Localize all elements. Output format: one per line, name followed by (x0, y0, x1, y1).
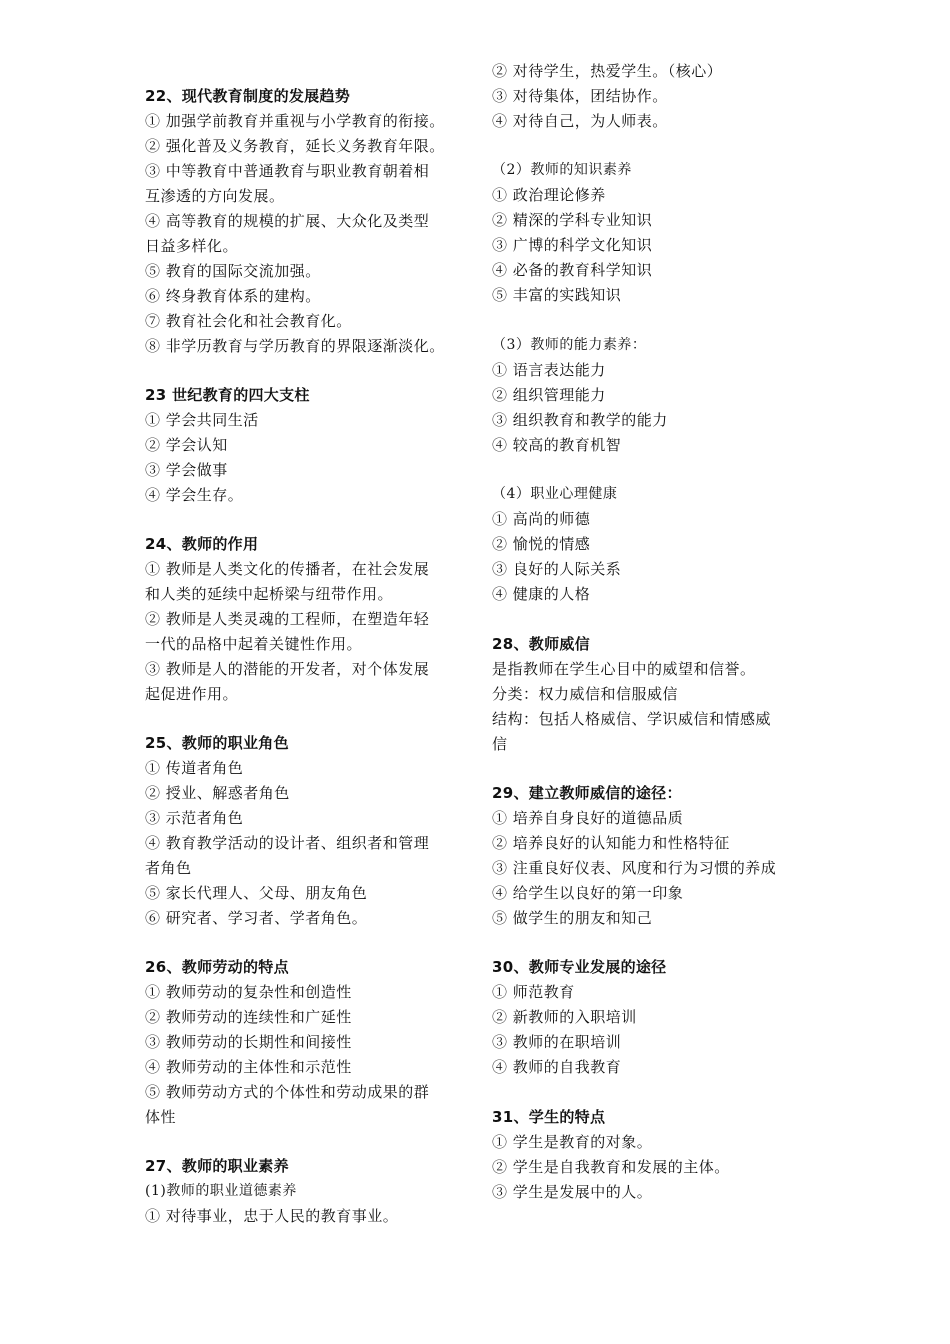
list-item: ③ 良好的人际关系 (492, 560, 622, 578)
list-item: ⑧ 非学历教育与学历教育的界限逐渐淡化。 (145, 337, 445, 355)
list-item: 一代的品格中起着关键性作用。 (145, 635, 363, 653)
list-item: ⑤ 教育的国际交流加强。 (145, 262, 321, 280)
section-28-heading: 28、教师威信 (492, 635, 590, 653)
section-31-heading: 31、学生的特点 (492, 1108, 606, 1126)
list-item: ④ 教育教学活动的设计者、组织者和管理 (145, 834, 430, 852)
list-item: ③ 教师是人的潜能的开发者，对个体发展 (145, 660, 430, 678)
list-item: ① 政治理论修养 (492, 186, 606, 204)
list-item: 是指教师在学生心目中的威望和信誉。 (492, 660, 756, 678)
list-item: ④ 必备的教育科学知识 (492, 261, 653, 279)
list-item: ② 组织管理能力 (492, 386, 606, 404)
list-item: ④ 高等教育的规模的扩展、大众化及类型 (145, 212, 430, 230)
list-item: ③ 学会做事 (145, 461, 228, 479)
list-item: ⑥ 研究者、学习者、学者角色。 (145, 909, 368, 927)
list-item: ⑥ 终身教育体系的建构。 (145, 287, 321, 305)
list-item: ④ 给学生以良好的第一印象 (492, 884, 684, 902)
list-item: ④ 学会生存。 (145, 486, 244, 504)
list-item: ② 新教师的入职培训 (492, 1008, 637, 1026)
list-item: ⑤ 教师劳动方式的个体性和劳动成果的群 (145, 1083, 430, 1101)
list-item: ② 对待学生，热爱学生。（核心） (492, 62, 723, 80)
list-item: ③ 广博的科学文化知识 (492, 236, 653, 254)
list-item: 者角色 (145, 859, 192, 877)
section-30-heading: 30、教师专业发展的途径 (492, 958, 667, 976)
list-item: 和人类的延续中起桥梁与纽带作用。 (145, 585, 394, 603)
subheading-knowledge: （2）教师的知识素养 (492, 162, 632, 178)
section-22-heading: 22、现代教育制度的发展趋势 (145, 87, 351, 105)
list-item: ② 愉悦的情感 (492, 535, 591, 553)
list-item: ① 教师劳动的复杂性和创造性 (145, 983, 352, 1001)
list-item: ② 学会认知 (145, 436, 228, 454)
list-item: ③ 示范者角色 (145, 809, 244, 827)
list-item: ② 精深的学科专业知识 (492, 211, 653, 229)
list-item: ② 强化普及义务教育，延长义务教育年限。 (145, 137, 445, 155)
list-item: ④ 教师的自我教育 (492, 1058, 622, 1076)
list-item: 信 (492, 735, 508, 753)
section-29-heading: 29、建立教师威信的途径： (492, 784, 682, 802)
list-item: ③ 教师的在职培训 (492, 1033, 622, 1051)
list-item: ⑤ 丰富的实践知识 (492, 286, 622, 304)
list-item: ② 授业、解惑者角色 (145, 784, 290, 802)
list-item: 结构：包括人格威信、学识威信和情感威 (492, 710, 772, 728)
list-item: ④ 教师劳动的主体性和示范性 (145, 1058, 352, 1076)
list-item: ② 学生是自我教育和发展的主体。 (492, 1158, 730, 1176)
list-item: ⑤ 家长代理人、父母、朋友角色 (145, 884, 368, 902)
list-item: 分类：权力威信和信服威信 (492, 685, 679, 703)
list-item: ⑤ 做学生的朋友和知己 (492, 909, 653, 927)
list-item: ② 教师是人类灵魂的工程师，在塑造年轻 (145, 610, 430, 628)
subheading-moral: (1)教师的职业道德素养 (145, 1183, 297, 1199)
section-23-heading: 23 世纪教育的四大支柱 (145, 386, 310, 404)
list-item: ③ 注重良好仪表、风度和行为习惯的养成 (492, 859, 777, 877)
list-item: ① 教师是人类文化的传播者，在社会发展 (145, 560, 430, 578)
list-item: ① 学会共同生活 (145, 411, 259, 429)
section-27-heading: 27、教师的职业素养 (145, 1157, 289, 1175)
list-item: ① 语言表达能力 (492, 361, 606, 379)
list-item: ③ 教师劳动的长期性和间接性 (145, 1033, 352, 1051)
list-item: ① 对待事业，忠于人民的教育事业。 (145, 1207, 399, 1225)
list-item: ③ 学生是发展中的人。 (492, 1183, 653, 1201)
list-item: ④ 较高的教育机智 (492, 436, 622, 454)
list-item: ③ 组织教育和教学的能力 (492, 411, 668, 429)
list-item: ② 培养良好的认知能力和性格特征 (492, 834, 730, 852)
list-item: ① 培养自身良好的道德品质 (492, 809, 684, 827)
list-item: ① 师范教育 (492, 983, 575, 1001)
section-24-heading: 24、教师的作用 (145, 535, 259, 553)
list-item: ⑦ 教育社会化和社会教育化。 (145, 312, 352, 330)
list-item: 起促进作用。 (145, 685, 239, 703)
list-item: ① 传道者角色 (145, 759, 244, 777)
list-item: ③ 对待集体，团结协作。 (492, 87, 668, 105)
list-item: ④ 对待自己，为人师表。 (492, 112, 668, 130)
section-25-heading: 25、教师的职业角色 (145, 734, 289, 752)
subheading-health: （4）职业心理健康 (492, 486, 618, 502)
list-item: ③ 中等教育中普通教育与职业教育朝着相 (145, 162, 430, 180)
list-item: ① 高尚的师德 (492, 510, 591, 528)
list-item: 互渗透的方向发展。 (145, 187, 285, 205)
list-item: 体性 (145, 1108, 177, 1126)
section-26-heading: 26、教师劳动的特点 (145, 958, 289, 976)
list-item: ① 学生是教育的对象。 (492, 1133, 653, 1151)
list-item: ② 教师劳动的连续性和广延性 (145, 1008, 352, 1026)
list-item: ① 加强学前教育并重视与小学教育的衔接。 (145, 112, 445, 130)
subheading-ability: （3）教师的能力素养： (492, 337, 647, 353)
list-item: 日益多样化。 (145, 237, 239, 255)
list-item: ④ 健康的人格 (492, 585, 591, 603)
